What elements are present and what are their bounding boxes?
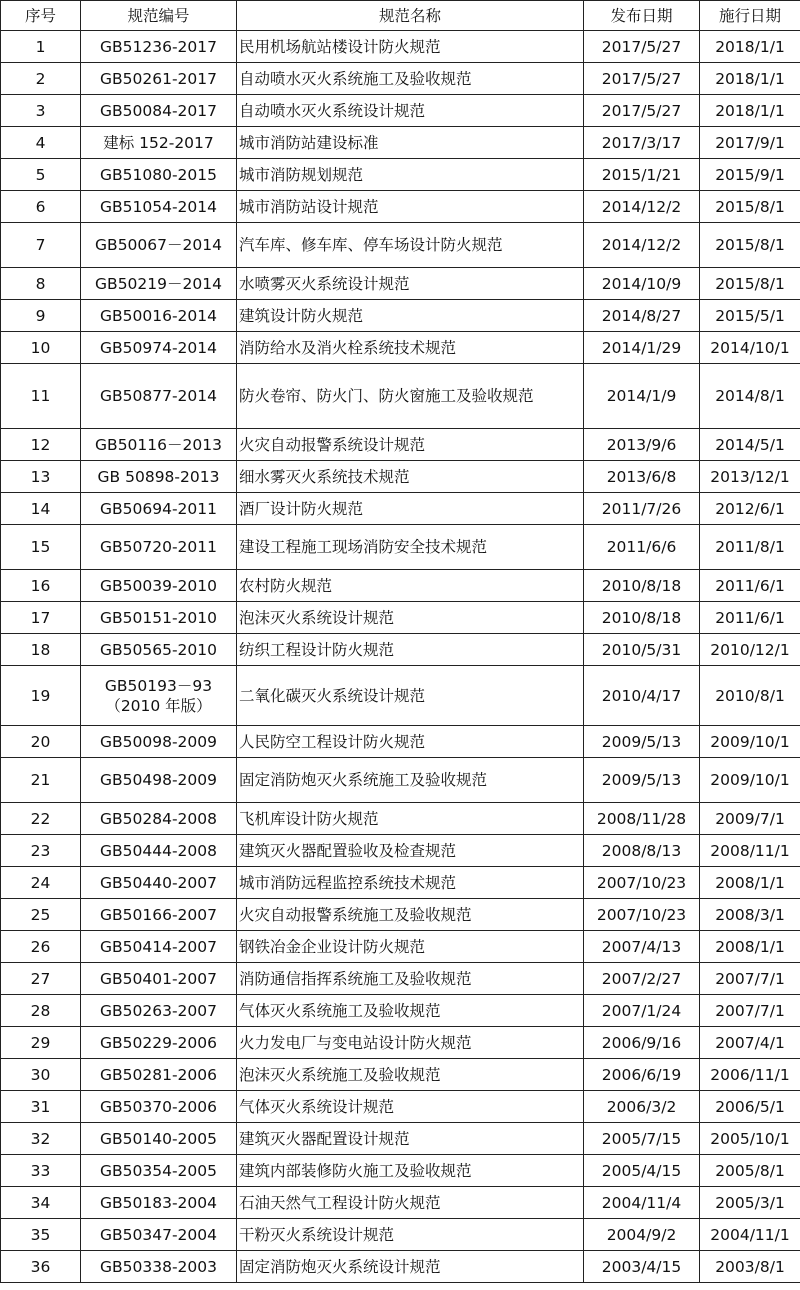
cell-effective: 2018/1/1 [700,63,800,95]
header-code: 规范编号 [81,1,237,31]
table-row [1,867,800,899]
cell-name: 水喷雾灭火系统设计规范 [237,268,584,300]
cell-published: 2013/9/6 [584,429,700,461]
cell-effective: 2018/1/1 [700,31,800,63]
cell-name: 气体灭火系统设计规范 [237,1091,584,1123]
cell-code: GB50263-2007 [81,995,237,1027]
cell-effective: 2013/12/1 [700,461,800,493]
cell-code: GB50116－2013 [81,429,237,461]
cell-effective: 2018/1/1 [700,95,800,127]
cell-code [81,666,237,726]
cell-name: 建筑灭火器配置设计规范 [237,1123,584,1155]
cell-effective: 2005/10/1 [700,1123,800,1155]
cell-published: 2009/5/13 [584,726,700,758]
cell-no: 20 [1,726,81,758]
table-row [1,995,800,1027]
table-row [1,364,800,429]
cell-no: 36 [1,1251,81,1283]
cell-no: 17 [1,602,81,634]
cell-effective: 2008/1/1 [700,867,800,899]
cell-code-edition: （2010 年版） [105,696,212,715]
table-row [1,835,800,867]
cell-no: 1 [1,31,81,63]
cell-name: 防火卷帘、防火门、防火窗施工及验收规范 [237,364,584,429]
cell-code: GB51054-2014 [81,191,237,223]
cell-effective: 2015/8/1 [700,268,800,300]
table-row [1,1219,800,1251]
cell-no: 24 [1,867,81,899]
cell-no: 22 [1,803,81,835]
cell-published: 2013/6/8 [584,461,700,493]
cell-effective: 2007/4/1 [700,1027,800,1059]
cell-name: 农村防火规范 [237,570,584,602]
cell-effective: 2010/12/1 [700,634,800,666]
cell-effective: 2014/10/1 [700,332,800,364]
table-row [1,332,800,364]
cell-effective: 2015/5/1 [700,300,800,332]
header-row [1,1,800,31]
table-row [1,191,800,223]
cell-no: 10 [1,332,81,364]
cell-effective: 2009/10/1 [700,758,800,803]
cell-published: 2014/12/2 [584,223,700,268]
header-published: 发布日期 [584,1,700,31]
cell-name: 泡沫灭火系统设计规范 [237,602,584,634]
table-row [1,1187,800,1219]
cell-code: GB50720-2011 [81,525,237,570]
cell-no: 32 [1,1123,81,1155]
cell-published: 2014/1/9 [584,364,700,429]
cell-code: GB50347-2004 [81,1219,237,1251]
cell-code: GB50440-2007 [81,867,237,899]
cell-effective: 2003/8/1 [700,1251,800,1283]
cell-code: GB50498-2009 [81,758,237,803]
cell-code: GB50183-2004 [81,1187,237,1219]
cell-published: 2017/3/17 [584,127,700,159]
cell-no: 3 [1,95,81,127]
cell-published: 2014/10/9 [584,268,700,300]
cell-code: GB50354-2005 [81,1155,237,1187]
cell-code: GB50338-2003 [81,1251,237,1283]
table-row [1,634,800,666]
cell-name: 石油天然气工程设计防火规范 [237,1187,584,1219]
cell-name: 火灾自动报警系统设计规范 [237,429,584,461]
cell-effective: 2014/8/1 [700,364,800,429]
cell-effective: 2015/8/1 [700,191,800,223]
table-row [1,726,800,758]
cell-published: 2014/8/27 [584,300,700,332]
table-row [1,429,800,461]
table-row [1,127,800,159]
cell-no: 8 [1,268,81,300]
cell-name: 火力发电厂与变电站设计防火规范 [237,1027,584,1059]
cell-no: 7 [1,223,81,268]
cell-effective: 2006/11/1 [700,1059,800,1091]
cell-code: GB50565-2010 [81,634,237,666]
cell-published: 2004/9/2 [584,1219,700,1251]
cell-no: 34 [1,1187,81,1219]
cell-name: 城市消防站设计规范 [237,191,584,223]
cell-no: 25 [1,899,81,931]
cell-code: GB50084-2017 [81,95,237,127]
cell-code: GB 50898-2013 [81,461,237,493]
cell-code: GB50039-2010 [81,570,237,602]
table-row [1,803,800,835]
table-row [1,1251,800,1283]
cell-effective: 2017/9/1 [700,127,800,159]
cell-code: GB50284-2008 [81,803,237,835]
cell-effective: 2011/8/1 [700,525,800,570]
cell-no: 33 [1,1155,81,1187]
table-body [1,31,800,1283]
cell-effective: 2004/11/1 [700,1219,800,1251]
cell-effective: 2009/7/1 [700,803,800,835]
cell-code: GB50694-2011 [81,493,237,525]
cell-no: 13 [1,461,81,493]
table-row [1,493,800,525]
cell-effective: 2005/3/1 [700,1187,800,1219]
table-row [1,1059,800,1091]
cell-published: 2011/7/26 [584,493,700,525]
cell-published: 2014/12/2 [584,191,700,223]
cell-code: GB50401-2007 [81,963,237,995]
cell-published: 2011/6/6 [584,525,700,570]
cell-name: 二氧化碳灭火系统设计规范 [237,666,584,726]
cell-published: 2007/1/24 [584,995,700,1027]
cell-published: 2004/11/4 [584,1187,700,1219]
cell-no: 29 [1,1027,81,1059]
cell-no: 9 [1,300,81,332]
table-row [1,1027,800,1059]
cell-effective: 2009/10/1 [700,726,800,758]
cell-no: 19 [1,666,81,726]
cell-published: 2017/5/27 [584,95,700,127]
cell-effective: 2008/11/1 [700,835,800,867]
cell-code: GB50370-2006 [81,1091,237,1123]
table-row [1,63,800,95]
cell-no: 16 [1,570,81,602]
cell-no: 21 [1,758,81,803]
cell-code: GB50098-2009 [81,726,237,758]
cell-effective: 2015/8/1 [700,223,800,268]
cell-effective: 2015/9/1 [700,159,800,191]
cell-effective: 2010/8/1 [700,666,800,726]
cell-no: 14 [1,493,81,525]
cell-name: 建设工程施工现场消防安全技术规范 [237,525,584,570]
cell-name: 汽车库、修车库、停车场设计防火规范 [237,223,584,268]
cell-effective: 2008/1/1 [700,931,800,963]
cell-code-line: GB50193－93 [104,676,213,695]
cell-published: 2005/7/15 [584,1123,700,1155]
cell-code: GB50281-2006 [81,1059,237,1091]
cell-code: GB50974-2014 [81,332,237,364]
header-no: 序号 [1,1,81,31]
cell-published: 2010/4/17 [584,666,700,726]
cell-no: 11 [1,364,81,429]
cell-published: 2008/11/28 [584,803,700,835]
cell-code: GB50229-2006 [81,1027,237,1059]
cell-effective: 2007/7/1 [700,963,800,995]
table-row [1,300,800,332]
cell-no: 23 [1,835,81,867]
cell-name: 固定消防炮灭火系统设计规范 [237,1251,584,1283]
cell-code: GB50016-2014 [81,300,237,332]
cell-no: 15 [1,525,81,570]
cell-no: 4 [1,127,81,159]
cell-no: 6 [1,191,81,223]
cell-code: GB50877-2014 [81,364,237,429]
cell-code: GB51080-2015 [81,159,237,191]
cell-name: 民用机场航站楼设计防火规范 [237,31,584,63]
cell-no: 31 [1,1091,81,1123]
cell-code: GB50067－2014 [81,223,237,268]
cell-name: 钢铁冶金企业设计防火规范 [237,931,584,963]
cell-published: 2010/8/18 [584,570,700,602]
cell-name: 自动喷水灭火系统设计规范 [237,95,584,127]
cell-published: 2010/8/18 [584,602,700,634]
cell-code: GB50219－2014 [81,268,237,300]
cell-no: 28 [1,995,81,1027]
cell-effective: 2007/7/1 [700,995,800,1027]
cell-published: 2009/5/13 [584,758,700,803]
table-row [1,963,800,995]
cell-effective: 2014/5/1 [700,429,800,461]
cell-effective: 2012/6/1 [700,493,800,525]
cell-effective: 2006/5/1 [700,1091,800,1123]
cell-name: 细水雾灭火系统技术规范 [237,461,584,493]
cell-published: 2015/1/21 [584,159,700,191]
header-name: 规范名称 [237,1,584,31]
cell-published: 2007/10/23 [584,899,700,931]
cell-code: GB50166-2007 [81,899,237,931]
table-row [1,758,800,803]
cell-name: 消防给水及消火栓系统技术规范 [237,332,584,364]
cell-no: 2 [1,63,81,95]
table-row [1,570,800,602]
cell-name: 泡沫灭火系统施工及验收规范 [237,1059,584,1091]
cell-published: 2010/5/31 [584,634,700,666]
cell-name: 纺织工程设计防火规范 [237,634,584,666]
cell-no: 18 [1,634,81,666]
cell-published: 2007/4/13 [584,931,700,963]
cell-no: 12 [1,429,81,461]
cell-no: 26 [1,931,81,963]
cell-no: 27 [1,963,81,995]
cell-published: 2017/5/27 [584,63,700,95]
cell-name: 人民防空工程设计防火规范 [237,726,584,758]
cell-published: 2006/6/19 [584,1059,700,1091]
cell-published: 2017/5/27 [584,31,700,63]
table-row [1,159,800,191]
table-row [1,525,800,570]
cell-no: 30 [1,1059,81,1091]
table-row [1,931,800,963]
table-row [1,268,800,300]
cell-name: 酒厂设计防火规范 [237,493,584,525]
cell-no: 35 [1,1219,81,1251]
table-row [1,223,800,268]
table-row [1,602,800,634]
cell-name: 火灾自动报警系统施工及验收规范 [237,899,584,931]
cell-name: 建筑设计防火规范 [237,300,584,332]
cell-name: 固定消防炮灭火系统施工及验收规范 [237,758,584,803]
cell-published: 2006/9/16 [584,1027,700,1059]
cell-code: GB50140-2005 [81,1123,237,1155]
cell-published: 2003/4/15 [584,1251,700,1283]
cell-name: 城市消防规划规范 [237,159,584,191]
cell-published: 2006/3/2 [584,1091,700,1123]
cell-published: 2007/10/23 [584,867,700,899]
cell-code: GB50261-2017 [81,63,237,95]
cell-name: 干粉灭火系统设计规范 [237,1219,584,1251]
cell-name: 城市消防远程监控系统技术规范 [237,867,584,899]
header-effective: 施行日期 [700,1,800,31]
cell-name: 飞机库设计防火规范 [237,803,584,835]
cell-effective: 2011/6/1 [700,602,800,634]
table-row [1,95,800,127]
cell-effective: 2011/6/1 [700,570,800,602]
cell-published: 2007/2/27 [584,963,700,995]
table-row [1,1091,800,1123]
cell-code: 建标 152-2017 [81,127,237,159]
cell-effective: 2008/3/1 [700,899,800,931]
cell-name: 气体灭火系统施工及验收规范 [237,995,584,1027]
cell-effective: 2005/8/1 [700,1155,800,1187]
cell-code: GB50414-2007 [81,931,237,963]
cell-code: GB50151-2010 [81,602,237,634]
cell-published: 2014/1/29 [584,332,700,364]
cell-name: 自动喷水灭火系统施工及验收规范 [237,63,584,95]
cell-name: 消防通信指挥系统施工及验收规范 [237,963,584,995]
cell-name: 建筑灭火器配置验收及检查规范 [237,835,584,867]
table-row [1,1155,800,1187]
cell-published: 2008/8/13 [584,835,700,867]
table-row [1,31,800,63]
table-row [1,666,800,726]
table-row [1,461,800,493]
table-row [1,1123,800,1155]
cell-name: 城市消防站建设标准 [237,127,584,159]
cell-name: 建筑内部装修防火施工及验收规范 [237,1155,584,1187]
cell-published: 2005/4/15 [584,1155,700,1187]
cell-code: GB51236-2017 [81,31,237,63]
cell-code: GB50444-2008 [81,835,237,867]
table-row [1,899,800,931]
cell-no: 5 [1,159,81,191]
